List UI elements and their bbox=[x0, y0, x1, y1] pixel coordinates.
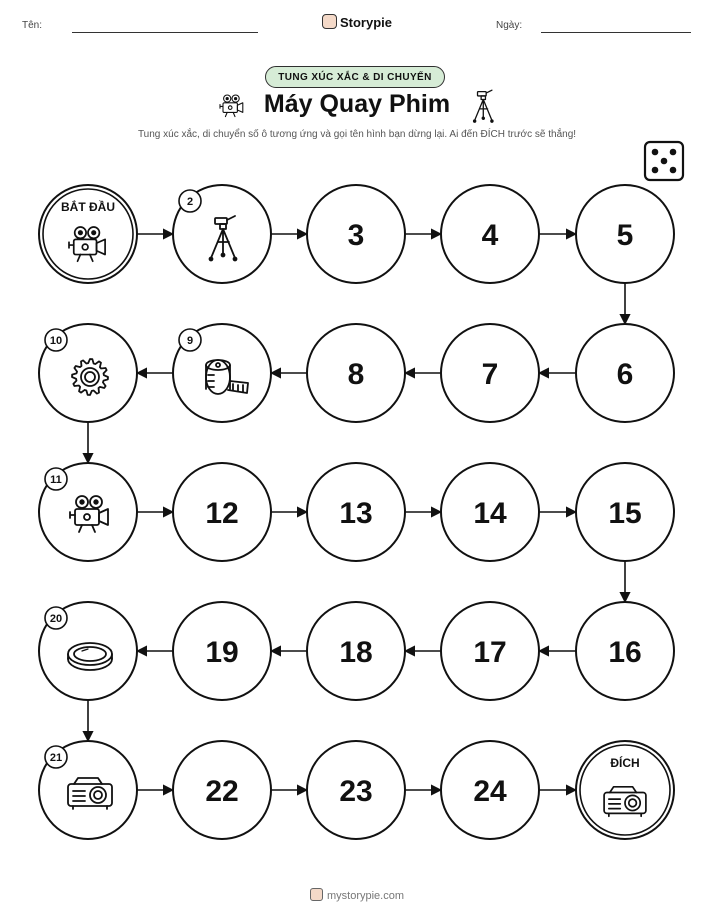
square-number: 19 bbox=[205, 636, 239, 669]
square-number: 14 bbox=[473, 497, 507, 530]
square-number: 4 bbox=[481, 219, 499, 252]
board-square-21[interactable] bbox=[39, 741, 137, 839]
square-number: 7 bbox=[481, 358, 499, 391]
board-square-4[interactable] bbox=[441, 185, 539, 283]
square-number: 17 bbox=[473, 636, 507, 669]
board-square-5[interactable] bbox=[576, 185, 674, 283]
board-square-20[interactable] bbox=[39, 602, 137, 700]
board-square-10[interactable] bbox=[39, 324, 137, 422]
square-number: 8 bbox=[347, 358, 365, 391]
square-number: 18 bbox=[339, 636, 373, 669]
instructions: Tung xúc xắc, di chuyển số ô tương ứng và gọi tên hình bạn dừng lại. Ai đến ĐÍCH trước sẽ thắng! bbox=[137, 129, 577, 140]
square-number: 20 bbox=[49, 613, 63, 625]
square-number: 3 bbox=[347, 219, 365, 252]
square-number: 22 bbox=[205, 775, 239, 808]
board-square-1[interactable] bbox=[39, 185, 137, 283]
square-number: 12 bbox=[205, 497, 239, 530]
board-square-6[interactable] bbox=[576, 324, 674, 422]
square-number: 15 bbox=[608, 497, 642, 530]
square-number: 11 bbox=[50, 474, 62, 486]
square-number: 9 bbox=[186, 335, 194, 347]
film-camera-icon bbox=[220, 95, 243, 117]
square-number: 10 bbox=[49, 335, 63, 347]
board-square-19[interactable] bbox=[173, 602, 271, 700]
board-square-12[interactable] bbox=[173, 463, 271, 561]
board-square-16[interactable] bbox=[576, 602, 674, 700]
dice-icon bbox=[645, 142, 683, 180]
storypie-footer-icon bbox=[310, 888, 323, 901]
board-square-25[interactable] bbox=[576, 741, 674, 839]
square-number: 21 bbox=[49, 752, 63, 764]
page-title: Máy Quay Phim bbox=[263, 90, 451, 118]
square-number: 16 bbox=[608, 636, 642, 669]
square-number: 2 bbox=[186, 196, 194, 208]
date-label: Ngày: bbox=[496, 20, 523, 31]
name-label: Tên: bbox=[22, 20, 43, 31]
brand-name: Storypie bbox=[339, 15, 392, 30]
square-number: 5 bbox=[616, 219, 634, 252]
board-square-7[interactable] bbox=[441, 324, 539, 422]
board-square-23[interactable] bbox=[307, 741, 405, 839]
board-square-3[interactable] bbox=[307, 185, 405, 283]
board-square-18[interactable] bbox=[307, 602, 405, 700]
footer bbox=[0, 888, 714, 902]
square-number: 24 bbox=[473, 775, 507, 808]
board-square-2[interactable] bbox=[173, 185, 271, 283]
tripod-icon bbox=[474, 90, 493, 122]
board-square-9[interactable] bbox=[173, 324, 271, 422]
square-number: 13 bbox=[339, 497, 373, 530]
board-square-14[interactable] bbox=[441, 463, 539, 561]
dice-icon bbox=[645, 142, 683, 180]
board-square-8[interactable] bbox=[307, 324, 405, 422]
footer-url: mystorypie.com bbox=[326, 890, 405, 902]
board-square-15[interactable] bbox=[576, 463, 674, 561]
board-square-13[interactable] bbox=[307, 463, 405, 561]
square-number: 6 bbox=[616, 358, 634, 391]
board-square-11[interactable] bbox=[39, 463, 137, 561]
square-number: 23 bbox=[339, 775, 373, 808]
board-square-24[interactable] bbox=[441, 741, 539, 839]
finish-label: ĐÍCH bbox=[610, 756, 640, 770]
game-tag: TUNG XÚC XẮC & DI CHUYỂN bbox=[265, 66, 445, 88]
board-square-22[interactable] bbox=[173, 741, 271, 839]
start-label: BẮT ĐẦU bbox=[61, 200, 115, 214]
board-square-17[interactable] bbox=[441, 602, 539, 700]
